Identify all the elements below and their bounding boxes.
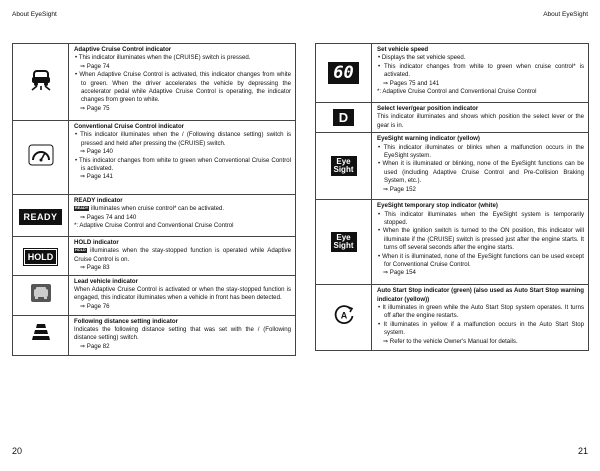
page-number-right: 21 xyxy=(577,446,588,456)
hold-ref: ⇒ Page 83 xyxy=(80,264,110,272)
temp-title: EyeSight temporary stop indicator (white) xyxy=(377,202,498,210)
table-row: Eye Sight EyeSight temporary stop indicator (white) • This indicator illuminates when the EyeSight system is temporarily stopped. • When the ignition switch is turned to the ON position, this indicator will illuminate if the (CRUISE) switch is pressed just after the engine starts. It turns off several seconds after the engine starts. • When it is illuminated, none of the EyeSight functions can be used except for Conventional Cruise Control. ⇒ Page 154 xyxy=(316,200,589,285)
page-header-left: About EyeSight xyxy=(12,11,57,18)
lead-title: Lead vehicle indicator xyxy=(74,277,139,285)
conventional-cruise-icon xyxy=(28,144,54,166)
hold-text: illuminates when the stay-stopped function is operated while Adaptive Cruise Control is on. xyxy=(74,247,291,263)
hold-inline-icon: HOLD xyxy=(75,248,86,253)
conv-ref-2: ⇒ Page 141 xyxy=(80,173,113,181)
warn-text-1: This indicator illuminates or blinks when a malfunction occurs in the EyeSight system. xyxy=(383,143,585,160)
sight-label: Sight xyxy=(333,164,354,174)
table-row xyxy=(13,275,296,315)
table-row: A Auto Start Stop indicator (green) (also used as Auto Start Stop warning indicator (yellow)) • It illuminates in green while the Auto Start Stop system operates. It turns off after the engine restarts. • It illuminates in yellow if a malfunction occurs in the Auto Start Stop system. ⇒ Refer to the vehicle Owner's Manual for details. xyxy=(316,285,589,351)
acc-text-2: When Adaptive Cruise Control is activated, this indicator changes from white to green. When the driver accelerates the vehicle by depressing the accelerator pedal while Adaptive Cruise Control is operating, the indicator changes from green to white. xyxy=(79,71,292,104)
acc-indicator-icon xyxy=(28,69,54,91)
eyesight-warning-icon xyxy=(331,156,357,176)
ready-text: illuminates when cruise control* can be activated. xyxy=(89,205,225,213)
table-row: 60 Set vehicle speed • Displays the set vehicle speed. • This indicator changes from white to green when cruise control* is activated. ⇒ Pages 75 and 141 *: Adaptive Cruise Control and Conventional Cruise Control xyxy=(316,44,589,103)
temp-text-1: This indicator illuminates when the EyeSight system is temporarily stopped. xyxy=(384,210,584,227)
table-row xyxy=(13,237,296,276)
ready-icon: READY xyxy=(19,209,61,225)
ready-note: *: Adaptive Cruise Control and Conventional Cruise Control xyxy=(74,222,234,230)
right-indicator-table xyxy=(315,43,589,351)
warn-title: EyeSight warning indicator (yellow) xyxy=(377,135,480,143)
sight-label: Sight xyxy=(333,240,354,250)
dist-ref: ⇒ Page 82 xyxy=(80,342,110,350)
table-row xyxy=(316,103,589,133)
ready-title: READY indicator xyxy=(74,197,123,204)
conv-text-2: This indicator changes from white to green when Conventional Cruise Control is activated. xyxy=(79,156,291,173)
set-speed-icon: 60 xyxy=(328,62,358,84)
left-indicator-table xyxy=(12,43,296,356)
ass-text-2: It illuminates in yellow if a malfunction occurs in the Auto Start Stop system. xyxy=(383,320,585,337)
warn-ref: ⇒ Page 152 xyxy=(383,185,416,193)
page-number-left: 20 xyxy=(12,446,23,456)
hold-title: HOLD indicator xyxy=(74,239,119,246)
following-distance-icon xyxy=(30,323,52,343)
conv-ref-1: ⇒ Page 140 xyxy=(80,148,113,156)
acc-text-1: This indicator illuminates when the (CRUISE) switch is pressed. xyxy=(78,54,251,62)
dist-text: Indicates the following distance setting that was set with the / (Following distance setting) switch. xyxy=(74,326,291,342)
table-row: Conventional Cruise Control indicator • This indicator illuminates when the / (Following distance setting) switch is pressed and held after pressing the (CRUISE) switch. ⇒ Page 140 • This indicator changes from white to green when Conventional Cruise Control is activated. ⇒ Page 141 xyxy=(13,121,296,195)
ass-title: Auto Start Stop indicator (green) (also used as Auto Start Stop warning indicator (yellow)) xyxy=(377,287,584,303)
speed-title: Set vehicle speed xyxy=(377,46,429,53)
auto-start-stop-icon xyxy=(333,304,355,326)
conv-title: Conventional Cruise Control indicator xyxy=(74,123,185,130)
ready-ref: ⇒ Pages 74 and 140 xyxy=(80,213,137,221)
table-row: Eye Sight EyeSight warning indicator (yellow) • This indicator illuminates or blinks when a malfunction occurs in the EyeSight system. • When it is illuminated or blinking, none of the EyeSight functions can be used (including Adaptive Cruise Control and Pre-Collision Braking System, etc.). ⇒ Page 152 xyxy=(316,133,589,200)
eye-label: Eye xyxy=(336,232,351,242)
lead-ref: ⇒ Page 76 xyxy=(80,302,110,310)
ass-ref: ⇒ Refer to the vehicle Owner's Manual for details. xyxy=(383,337,518,345)
hold-icon: HOLD xyxy=(24,249,58,265)
temp-ref: ⇒ Page 154 xyxy=(383,269,416,277)
acc-title: Adaptive Cruise Control indicator xyxy=(74,46,172,53)
lead-vehicle-icon xyxy=(31,284,51,302)
speed-ref: ⇒ Pages 75 and 141 xyxy=(383,79,440,87)
table-row xyxy=(13,195,296,237)
temp-text-2: When the ignition switch is turned to the ON position, this indicator will illuminate if the (CRUISE) switch is pressed just after the engine starts. It turns off several seconds after the engine starts. xyxy=(382,227,584,252)
eyesight-temp-stop-icon xyxy=(331,232,357,252)
temp-text-3: When it is illuminated, none of the EyeSight functions can be used except for Conventional Cruise Control. xyxy=(382,252,584,269)
speed-text-1: Displays the set vehicle speed. xyxy=(381,54,466,62)
speed-text-2: This indicator changes from white to green when cruise control* is activated. xyxy=(383,62,585,79)
speed-note: *: Adaptive Cruise Control and Conventional Cruise Control xyxy=(377,88,537,96)
ass-text-1: It illuminates in green while the Auto Start Stop system operates. It turns off after the engine restarts. xyxy=(382,304,585,320)
gear-title: Select lever/gear position indicator xyxy=(377,105,479,112)
acc-ref-1: ⇒ Page 74 xyxy=(80,62,110,70)
dist-title: Following distance setting indicator xyxy=(74,317,178,325)
conv-text-1: This indicator illuminates when the / (Following distance setting) switch is pressed and held after pressing the (CRUISE) switch. xyxy=(80,131,292,147)
eye-label: Eye xyxy=(336,156,351,166)
auto-start-stop-letter: A xyxy=(340,310,347,321)
table-row: Adaptive Cruise Control indicator • This indicator illuminates when the (CRUISE) switch is pressed. ⇒ Page 74 • When Adaptive Cruise Control is activated, this indicator changes from white to green. When the driver accelerates the vehicle by depressing the accelerator pedal while Adaptive Cruise Control is operating, the indicator changes from green to white. ⇒ Page 75 xyxy=(13,44,296,121)
ready-inline-icon: READY xyxy=(75,206,89,211)
acc-ref-2: ⇒ Page 75 xyxy=(80,104,110,112)
gear-text: This indicator illuminates and shows which position the select lever or the gear is in. xyxy=(377,113,584,129)
gear-position-icon: D xyxy=(333,109,354,126)
page-header-right: About EyeSight xyxy=(543,11,588,18)
table-row xyxy=(13,315,296,355)
lead-text: When Adaptive Cruise Control is activated or when the stay-stopped function is engaged, this indicator illuminates when a vehicle in front has been detected. xyxy=(74,286,291,302)
warn-text-2: When it is illuminated or blinking, none of the EyeSight functions can be used (including Adaptive Cruise Control and Pre-Collision Braking System, etc.). xyxy=(382,160,584,185)
